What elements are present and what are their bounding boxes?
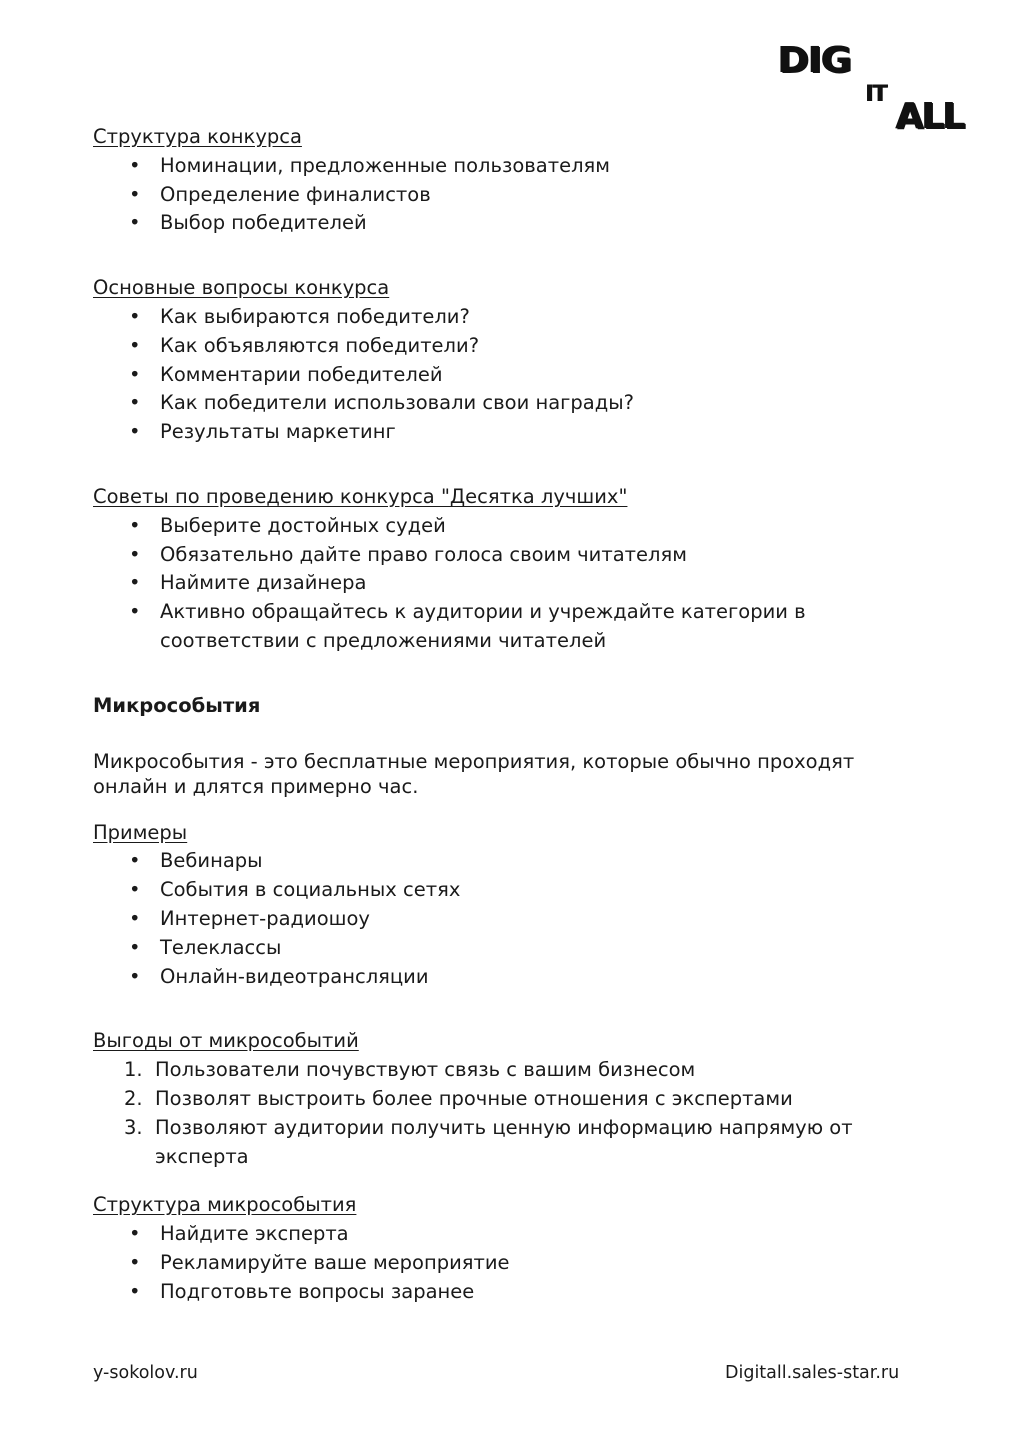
list-item: • Онлайн-видеотрансляции (93, 963, 923, 992)
logo-line-2: IT (865, 82, 887, 107)
questions-list (93, 303, 923, 447)
section-heading-benefits: Выгоды от микрособытий (93, 1029, 359, 1053)
micro-structure-list (93, 1220, 923, 1306)
list-item: • Рекламируйте ваше мероприятие (93, 1249, 923, 1278)
footer-left-link: y-sokolov.ru (93, 1363, 198, 1383)
list-item: • Активно обращайтесь к аудитории и учреждайте категории в соответствии с предложениями читателей (93, 598, 920, 656)
list-item: • Результаты маркетинг (93, 418, 923, 447)
list-item: • Как объявляются победители? (93, 332, 923, 361)
list-item: • События в социальных сетях (93, 876, 923, 905)
section-heading-examples: Примеры (93, 820, 188, 844)
list-number: 1. (124, 1058, 143, 1082)
list-item (93, 1056, 923, 1085)
list-item: • Выбор победителей (93, 209, 923, 238)
list-item: • Выберите достойных судей (93, 512, 923, 541)
list-text: Позволят выстроить более прочные отношения с экспертами (155, 1086, 793, 1110)
list-item (93, 1114, 923, 1172)
list-item: • Вебинары (93, 847, 923, 876)
list-item: • Наймите дизайнера (93, 569, 923, 598)
list-item: • Комментарии победителей (93, 361, 923, 390)
list-number: 2. (124, 1086, 143, 1110)
list-item: • Телеклассы (93, 934, 923, 963)
list-item: • Определение финалистов (93, 181, 923, 210)
section-heading-questions: Основные вопросы конкурса (93, 276, 390, 300)
list-item: • Как победители использовали свои награды? (93, 389, 923, 418)
footer-right-link: Digitall.sales-star.ru (725, 1363, 900, 1383)
list-item (93, 1085, 923, 1114)
examples-list (93, 847, 923, 991)
document-content (93, 123, 923, 1307)
list-text: Позволяют аудитории получить ценную информацию напрямую от эксперта (155, 1115, 853, 1168)
list-item: • Найдите эксперта (93, 1220, 923, 1249)
list-item: • Интернет-радиошоу (93, 905, 923, 934)
section-heading-tips: Советы по проведению конкурса "Десятка лучших" (93, 484, 628, 508)
logo-line-3: ALL (896, 96, 964, 137)
section-heading-structure: Структура конкурса (93, 125, 302, 148)
list-item: • Подготовьте вопросы заранее (93, 1278, 923, 1307)
benefits-list (93, 1056, 923, 1171)
list-item: • Номинации, предложенные пользователям (93, 152, 923, 181)
list-item: • Как выбираются победители? (93, 303, 923, 332)
list-number: 3. (124, 1115, 143, 1139)
micro-description: Микрособытия - это бесплатные мероприятия, которые обычно проходят онлайн и длятся примерно час. (93, 749, 855, 798)
structure-list (93, 152, 923, 238)
tips-list (93, 512, 923, 656)
section-heading-micro: Микрособытия (93, 693, 261, 717)
list-item: • Обязательно дайте право голоса своим читателям (93, 541, 923, 570)
section-heading-micro-structure: Структура микрособытия (93, 1193, 357, 1217)
logo-line-1: DIG (778, 40, 852, 81)
list-text: Пользователи почувствуют связь с вашим бизнесом (155, 1058, 696, 1082)
